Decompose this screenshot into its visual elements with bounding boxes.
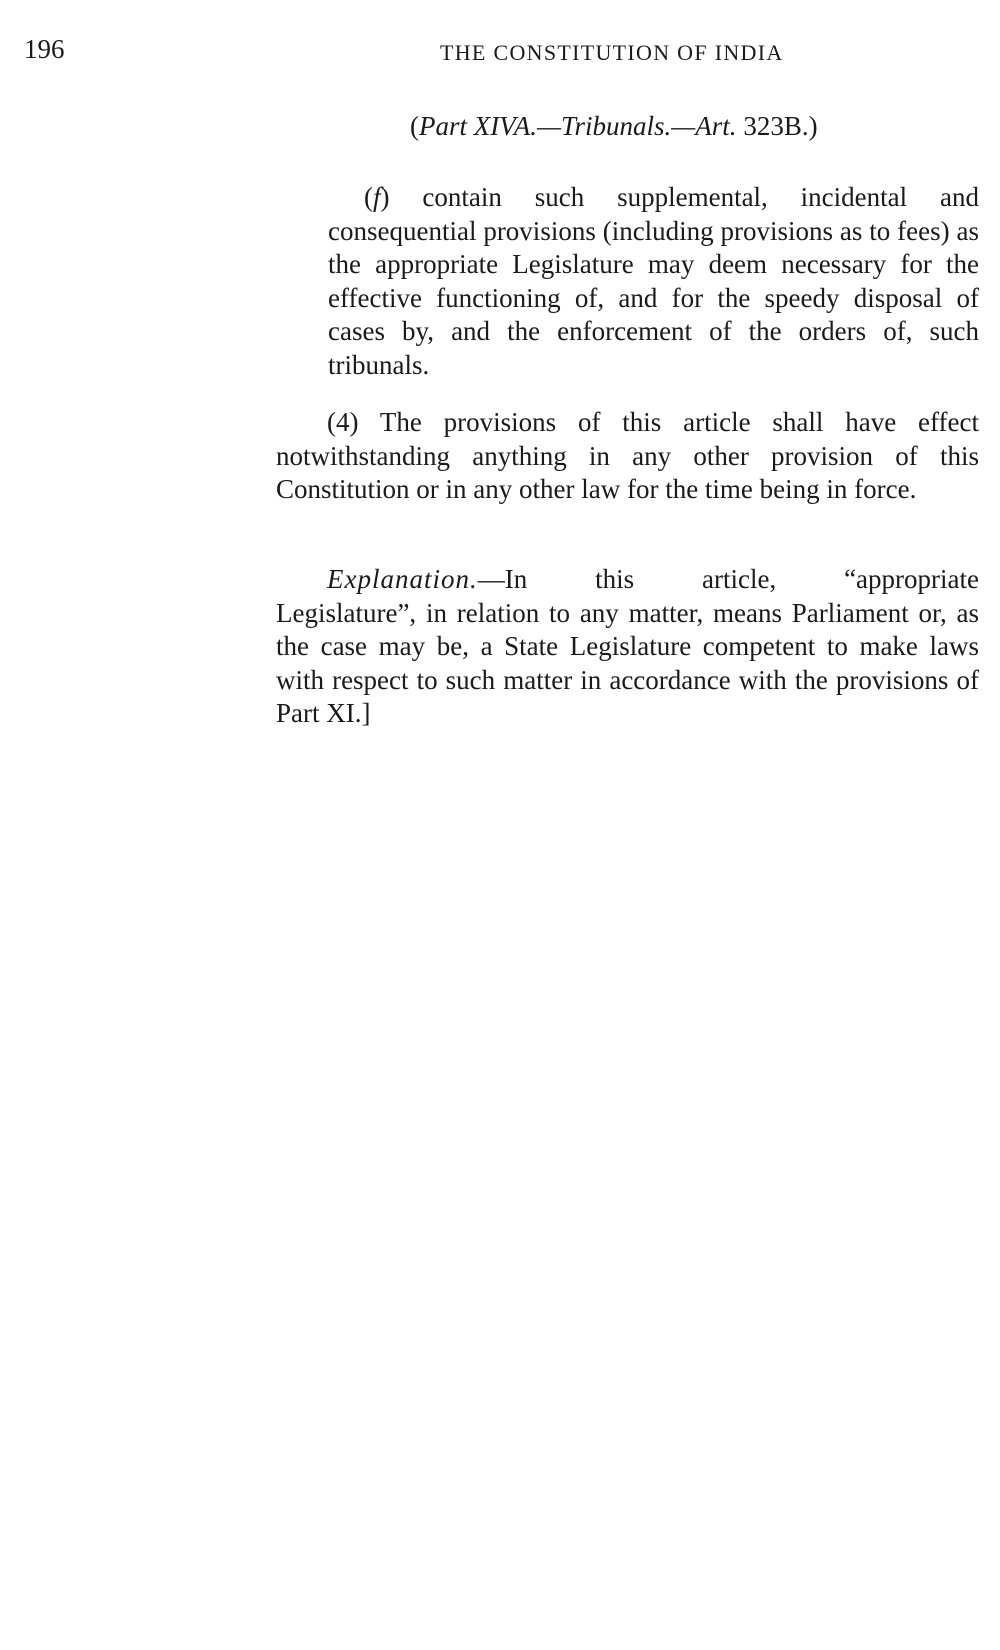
clause-f-marker: f xyxy=(373,182,381,212)
explanation-term: Explanation. xyxy=(327,564,478,594)
section-ref-dash-2: — xyxy=(671,111,696,141)
clause-f-paragraph xyxy=(328,181,979,383)
clause-f-marker-close: ) xyxy=(380,182,390,212)
running-head-title: THE CONSTITUTION OF INDIA xyxy=(440,40,784,65)
section-ref-dash-1: — xyxy=(536,111,561,141)
explanation-lead: —In this article, “appropriate xyxy=(477,564,979,594)
clause-f-marker-open: ( xyxy=(364,182,373,212)
section-ref-part: Part XIVA. xyxy=(419,111,537,141)
section-ref-article-label: Art. xyxy=(695,111,737,141)
section-ref-close-paren: ) xyxy=(808,111,818,141)
section-reference xyxy=(410,110,818,142)
explanation-text: Legislature”, in relation to any matter, means Parliament or, as the case may be, a State Legislature competent to make laws with respect to such matter in accordance with the provisions of Part XI.] xyxy=(276,597,979,729)
explanation-paragraph xyxy=(276,563,979,731)
page-number: 196 xyxy=(24,34,65,64)
clause-f-text: contain such supplemental, incidental and consequential provisions (including provisions as to fees) as the appropriate Legislature may deem necessary for the effective functioning of, and for the speedy disposal of cases by, and the enforcement of the orders of, such tribunals. xyxy=(328,182,979,380)
section-ref-chapter: Tribunals. xyxy=(560,111,672,141)
section-ref-article-number: 323B. xyxy=(736,111,809,141)
section-ref-open-paren: ( xyxy=(410,111,419,141)
clause-4-paragraph: (4) The provisions of this article shall have effect notwithstanding anything in any other provision of this Constitution or in any other law for the time being in force. xyxy=(276,407,979,505)
explanation-first-line xyxy=(327,564,979,594)
